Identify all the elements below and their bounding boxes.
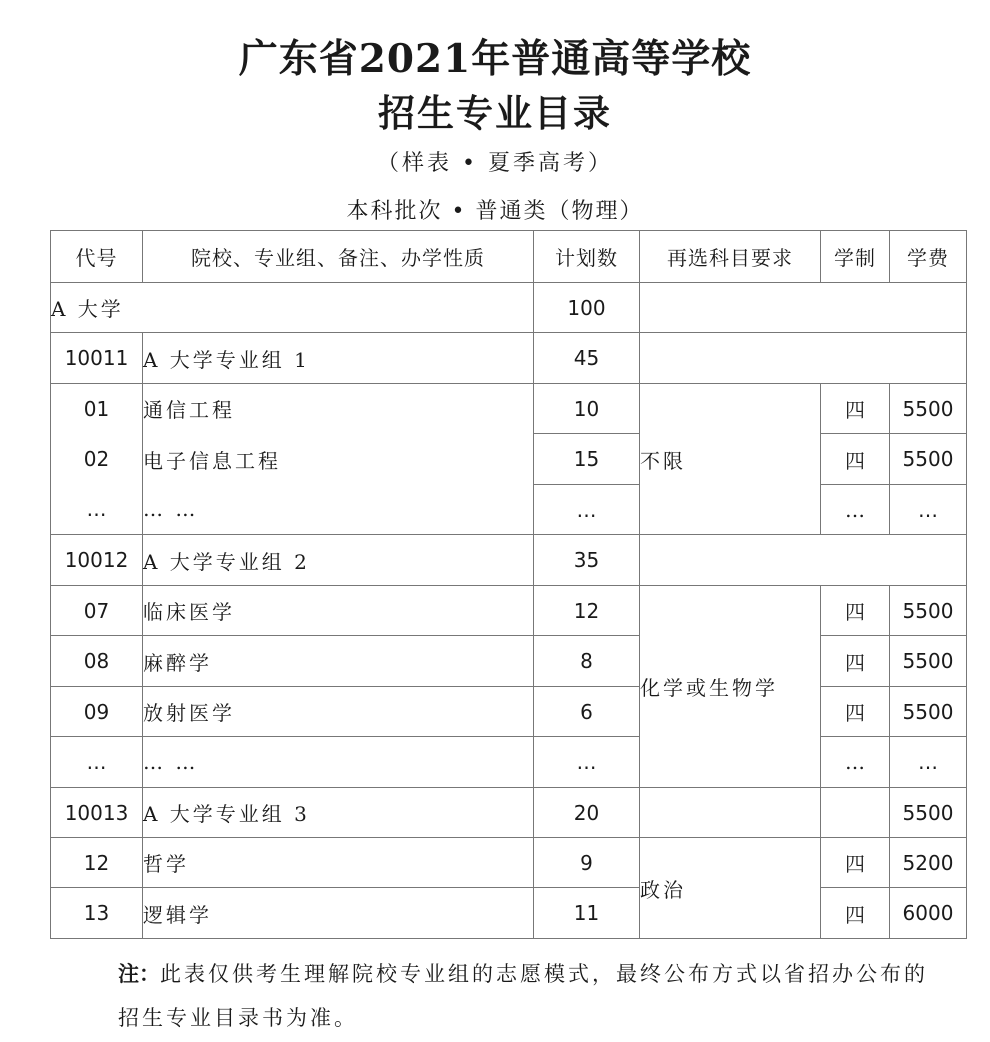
major-fee: 5200: [890, 838, 967, 888]
group-row: [51, 333, 967, 384]
group-code: 10011: [51, 333, 143, 384]
major-years: 四: [821, 636, 890, 687]
major-fee: 5500: [890, 586, 967, 636]
major-row-ellipsis: [51, 737, 967, 788]
major-row: [51, 384, 967, 434]
table-caption: 本科批次 • 普通类（物理）: [346, 199, 644, 224]
major-row: [51, 586, 967, 636]
footnote-label: 注：: [118, 962, 160, 986]
major-code: …: [51, 737, 143, 788]
major-fee: …: [890, 485, 967, 535]
major-row: [51, 888, 967, 939]
group-name: A 大学专业组 2: [143, 535, 534, 586]
group-requirement: 政治: [640, 838, 821, 939]
group-requirement: 化学或生物学: [640, 586, 821, 788]
major-code: 09: [51, 687, 143, 737]
major-name: 临床医学: [143, 586, 534, 636]
major-name: … …: [143, 737, 534, 788]
major-row: [51, 636, 967, 687]
header-years: 学制: [821, 231, 890, 283]
group-plan: 35: [534, 535, 640, 586]
major-code: 07: [51, 586, 143, 636]
major-code: 02: [51, 434, 143, 485]
major-name: 放射医学: [143, 687, 534, 737]
document-subtitle: （样表 • 夏季高考）: [377, 151, 613, 176]
major-years: 四: [821, 687, 890, 737]
major-name: 麻醉学: [143, 636, 534, 687]
major-plan: …: [534, 737, 640, 788]
group-requirement: 不限: [640, 384, 821, 535]
footnote-text: 此表仅供考生理解院校专业组的志愿模式，最终公布方式以省招办公布的招生专业目录书为准。: [118, 962, 928, 1030]
document-title-line2: 招生专业目录: [378, 91, 612, 135]
major-row: [51, 434, 967, 485]
enrollment-catalog-table: [50, 230, 967, 939]
major-fee: 5500: [890, 384, 967, 434]
group-fee: 5500: [890, 788, 967, 838]
header-plan: 计划数: [534, 231, 640, 283]
major-row: [51, 687, 967, 737]
university-row: [51, 283, 967, 333]
major-name: … …: [143, 485, 534, 535]
major-years: 四: [821, 838, 890, 888]
header-row: [51, 231, 967, 283]
document-title-line1: 广东省2021年普通高等学校: [238, 36, 752, 82]
major-years: 四: [821, 384, 890, 434]
university-name: A 大学: [51, 283, 534, 333]
major-fee: 5500: [890, 687, 967, 737]
empty-cell: [821, 788, 890, 838]
major-code: 13: [51, 888, 143, 939]
group-name: A 大学专业组 3: [143, 788, 534, 838]
major-plan: 8: [534, 636, 640, 687]
header-requirement: 再选科目要求: [640, 231, 821, 283]
major-years: 四: [821, 888, 890, 939]
empty-cell: [640, 283, 967, 333]
header-code: 代号: [51, 231, 143, 283]
major-fee: 5500: [890, 636, 967, 687]
major-years: 四: [821, 586, 890, 636]
major-years: …: [821, 737, 890, 788]
major-code: 12: [51, 838, 143, 888]
major-plan: 15: [534, 434, 640, 485]
major-fee: 5500: [890, 434, 967, 485]
group-code: 10013: [51, 788, 143, 838]
major-plan: …: [534, 485, 640, 535]
empty-cell: [640, 788, 821, 838]
group-plan: 45: [534, 333, 640, 384]
major-years: 四: [821, 434, 890, 485]
footnote: [118, 952, 948, 1040]
major-plan: 6: [534, 687, 640, 737]
major-years: …: [821, 485, 890, 535]
university-plan: 100: [534, 283, 640, 333]
major-name: 通信工程: [143, 384, 534, 434]
group-name: A 大学专业组 1: [143, 333, 534, 384]
header-fee: 学费: [890, 231, 967, 283]
major-plan: 12: [534, 586, 640, 636]
empty-cell: [640, 535, 967, 586]
major-name: 逻辑学: [143, 888, 534, 939]
major-code: 01: [51, 384, 143, 434]
major-row-ellipsis: [51, 485, 967, 535]
group-plan: 20: [534, 788, 640, 838]
major-name: 哲学: [143, 838, 534, 888]
major-plan: 11: [534, 888, 640, 939]
empty-cell: [640, 333, 967, 384]
major-plan: 9: [534, 838, 640, 888]
major-code: 08: [51, 636, 143, 687]
major-fee: 6000: [890, 888, 967, 939]
major-fee: …: [890, 737, 967, 788]
major-row: [51, 838, 967, 888]
major-plan: 10: [534, 384, 640, 434]
header-school-major: 院校、专业组、备注、办学性质: [143, 231, 534, 283]
group-code: 10012: [51, 535, 143, 586]
group-row: [51, 535, 967, 586]
major-code: …: [51, 485, 143, 535]
major-name: 电子信息工程: [143, 434, 534, 485]
group-row: [51, 788, 967, 838]
